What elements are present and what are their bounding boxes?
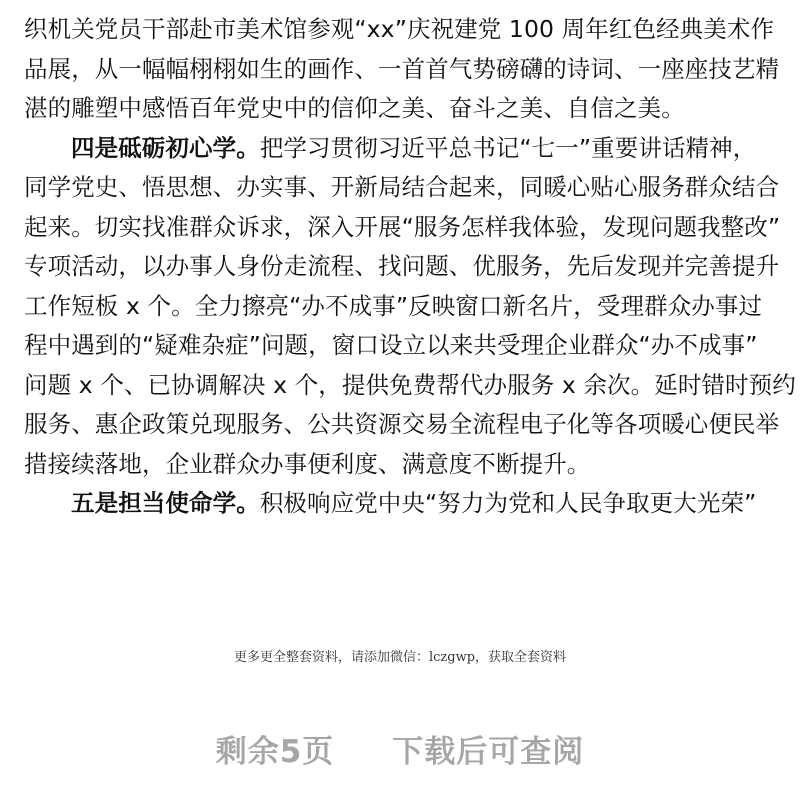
download-to-view-label[interactable]: 下载后可查阅 xyxy=(392,734,585,770)
section-5-heading: 五是担当使命学。 xyxy=(71,489,260,517)
paragraph-line: 措接续落地，企业群众办事便利度、满意度不断提升。 xyxy=(24,449,591,478)
paragraph-line: 织机关党员干部赴市美术馆参观“xx”庆祝建党 100 周年红色经典美术作 xyxy=(24,15,775,43)
paragraph-line: 专项活动，以办事人身份走流程、找问题、优服务，先后发现并完善提升 xyxy=(24,252,780,280)
footer-note: 更多更全整套资料，请添加微信：lczgwp，获取全套资料 xyxy=(233,650,567,665)
paragraph-line: 同学党史、悟思想、办实事、开新局结合起来，同暖心贴心服务群众结合 xyxy=(24,173,780,201)
paragraph-line: 品展，从一幅幅栩栩如生的画作、一首首气势磅礴的诗词、一座座技艺精 xyxy=(24,54,780,83)
paragraph-line: 问题 x 个、已协调解决 x 个，提供免费帮代办服务 x 余次。延时错时预约 xyxy=(24,370,796,399)
paragraph-line: 服务、惠企政策兑现服务、公共资源交易全流程电子化等各项暖心便民举 xyxy=(24,410,780,438)
remaining-pages-label: 剩余5页 xyxy=(215,734,335,770)
document-body xyxy=(24,10,796,524)
section-5-first-line xyxy=(24,484,780,524)
paragraph-line: 工作短板 x 个。全力擦亮“办不成事”反映窗口新名片，受理群众办事过 xyxy=(24,291,763,320)
preview-banner[interactable] xyxy=(0,726,800,771)
paragraph-line: 湛的雕塑中感悟百年党史中的信仰之美、奋斗之美、自信之美。 xyxy=(24,94,685,122)
section-4-first-line xyxy=(24,129,780,169)
section-4-intro: 把学习贯彻习近平总书记“七一”重要讲话精神， xyxy=(259,133,757,162)
paragraph-line: 起来。切实找准群众诉求，深入开展“服务怎样我体验，发现问题我整改” xyxy=(24,212,781,241)
paragraph-line: 程中遇到的“疑难杂症”问题，窗口设立以来共受理企业群众“办不成事” xyxy=(24,331,758,359)
section-4-heading: 四是砥砺初心学。 xyxy=(71,133,260,162)
section-5-intro: 积极响应党中央“努力为党和人民争取更大光荣” xyxy=(259,489,757,517)
